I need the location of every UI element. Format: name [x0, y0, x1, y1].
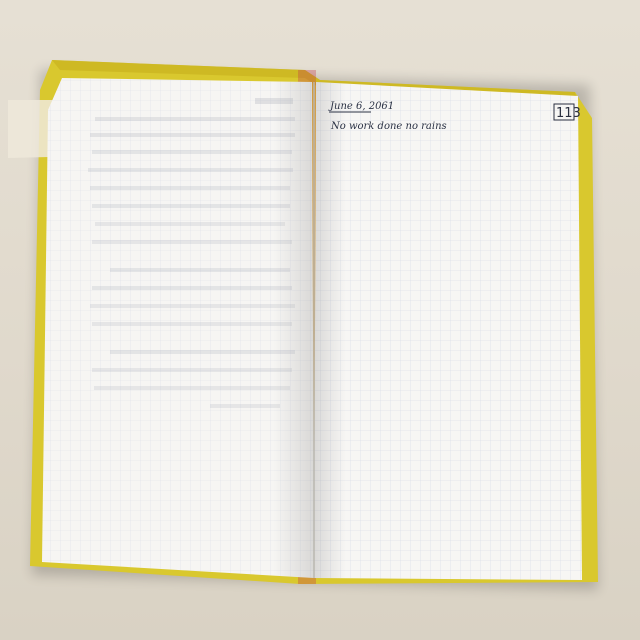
entry-date-heading: June 6, 2061 [330, 101, 395, 112]
left-page [42, 78, 314, 578]
page-number: 113 [556, 106, 581, 121]
page-number-box [554, 104, 581, 121]
right-page [314, 82, 582, 580]
entry-text: No work done no rains [331, 121, 447, 132]
